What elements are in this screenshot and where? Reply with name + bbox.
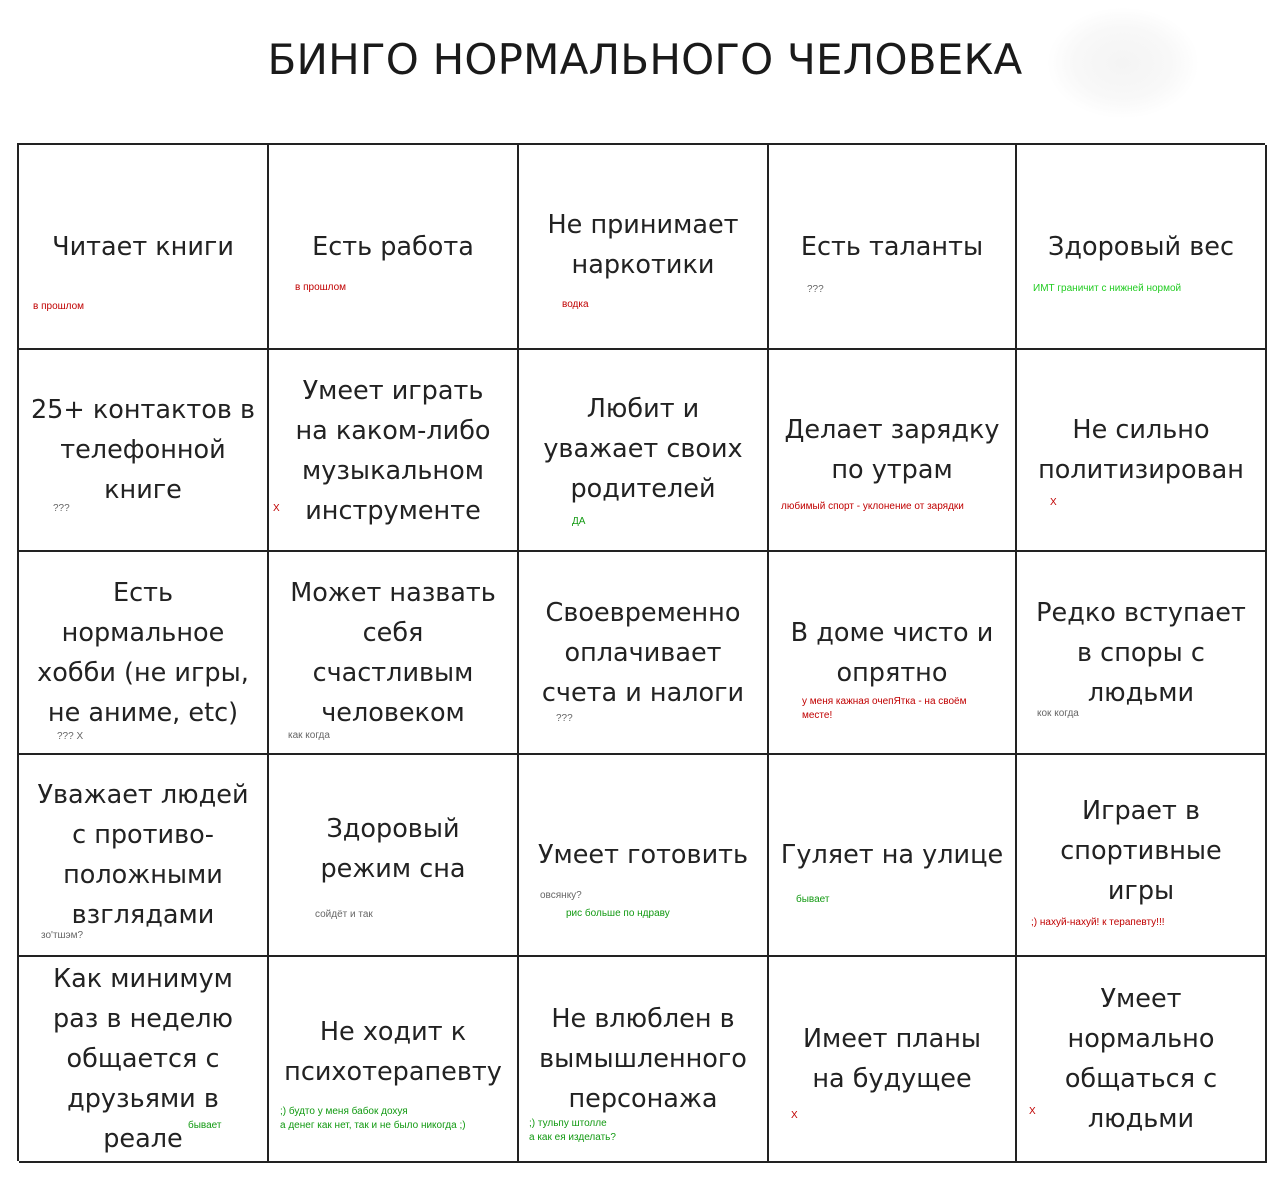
cell-text: Имеет планы на будущее — [802, 1024, 982, 1094]
cell-note: ;) будто у меня бабок дохуя а денег как нет, так и не было никогда ;) — [280, 1106, 466, 1131]
bingo-cell[interactable] — [1017, 957, 1267, 1163]
cell-text: Может назвать себя счастливым человеком — [290, 577, 496, 728]
cell-note: ??? — [807, 284, 824, 295]
bingo-cell[interactable] — [1017, 145, 1267, 350]
bingo-cell[interactable] — [519, 755, 769, 957]
cell-note: ДА — [572, 516, 586, 527]
bingo-cell[interactable] — [19, 145, 269, 350]
cell-text: 25+ контактов в телефонной книге — [30, 395, 256, 505]
cell-note: любимый спорт - уклонение от зарядки — [781, 501, 964, 512]
cell-note: кок когда — [1037, 708, 1079, 719]
cell-text: Читает книги — [52, 231, 234, 262]
cell-text: Играет в спортивные игры — [1060, 796, 1222, 906]
cell-text: Умеет нормально общаться с людьми — [1064, 984, 1218, 1134]
cell-text: Не влюблен в вымышленного персонажа — [539, 1004, 747, 1114]
bingo-cell[interactable] — [19, 552, 269, 755]
cell-text: Редко вступает в споры с людьми — [1036, 597, 1246, 708]
cell-text: Как минимум раз в неделю общается с друзьями в реале — [52, 964, 234, 1154]
cell-text: Гуляет на улице — [780, 840, 1004, 870]
cell-text: Есть таланты — [800, 231, 984, 262]
cell-note: ;) тульпу штолле а как ея изделать? — [529, 1118, 616, 1143]
bingo-cell[interactable] — [269, 145, 519, 350]
bingo-cell[interactable] — [769, 552, 1017, 755]
cell-text: Здоровый вес — [1048, 231, 1234, 262]
cell-note: ;) нахуй-нахуй! к терапевту!!! — [1031, 917, 1165, 928]
bingo-cell[interactable] — [769, 957, 1017, 1163]
cell-text: Здоровый режим сна — [320, 814, 466, 884]
bingo-cell[interactable] — [769, 145, 1017, 350]
cell-note: X — [1029, 1106, 1036, 1117]
cell-text: В доме чисто и опрятно — [790, 617, 994, 688]
cell-text: Любит и уважает своих родителей — [543, 394, 743, 504]
cell-text: Умеет готовить — [537, 840, 749, 870]
cell-note: сойдёт и так — [315, 909, 373, 920]
cell-text: Не ходит к психотерапевту — [284, 1017, 502, 1087]
cell-note: в прошлом — [33, 301, 85, 312]
cell-text: Не принимает наркотики — [547, 209, 739, 280]
bingo-cell[interactable] — [1017, 350, 1267, 552]
bingo-cell[interactable] — [519, 552, 769, 755]
bingo-cell[interactable] — [269, 552, 519, 755]
cell-note: ??? — [53, 503, 70, 514]
bingo-cell[interactable] — [769, 350, 1017, 552]
cell-note: X — [1050, 497, 1057, 508]
cell-note: у меня кажная очепЯтка - на своём месте! — [802, 696, 967, 721]
cell-note: рис больше по ндраву — [566, 908, 670, 919]
bingo-cell[interactable] — [269, 350, 519, 552]
cell-text: Уважает людей с противо- положными взглядами — [37, 780, 249, 930]
cell-note: бывает — [796, 894, 830, 905]
cell-note: X — [791, 1110, 798, 1121]
cell-text: Делает зарядку по утрам — [784, 415, 1000, 485]
cell-note: ??? — [556, 713, 573, 724]
cell-note: зо'тшэм? — [41, 930, 84, 941]
bingo-cell[interactable] — [19, 755, 269, 957]
bingo-grid — [17, 143, 1265, 1161]
bingo-cell[interactable] — [519, 145, 769, 350]
bingo-cell[interactable] — [19, 350, 269, 552]
cell-note: овсянку? — [540, 890, 582, 901]
cell-note: X — [273, 503, 280, 514]
cell-text: Умеет играть на каком-либо музыкальном инструменте — [295, 376, 491, 526]
page-title: БИНГО НОРМАЛЬНОГО ЧЕЛОВЕКА — [267, 35, 1023, 84]
bingo-cell[interactable] — [269, 957, 519, 1163]
cell-text: Не сильно политизирован — [1038, 415, 1244, 485]
cell-note: ИМТ граничит с нижней нормой — [1033, 283, 1182, 294]
cell-text: Есть нормальное хобби (не игры, не аниме, etc) — [37, 577, 249, 728]
bingo-cell[interactable] — [769, 755, 1017, 957]
bingo-cell[interactable] — [519, 350, 769, 552]
cell-note: бывает — [188, 1120, 222, 1131]
cell-note: ??? X — [57, 731, 84, 742]
bingo-cell[interactable] — [519, 957, 769, 1163]
cell-text: Своевременно оплачивает счета и налоги — [541, 597, 745, 708]
cell-text: Есть работа — [312, 231, 474, 262]
bingo-cell[interactable] — [1017, 755, 1267, 957]
cell-note: как когда — [288, 730, 330, 741]
cell-note: в прошлом — [295, 282, 347, 293]
bingo-cell[interactable] — [269, 755, 519, 957]
cell-note: водка — [562, 299, 589, 310]
bingo-cell[interactable] — [19, 957, 269, 1163]
bingo-cell[interactable] — [1017, 552, 1267, 755]
